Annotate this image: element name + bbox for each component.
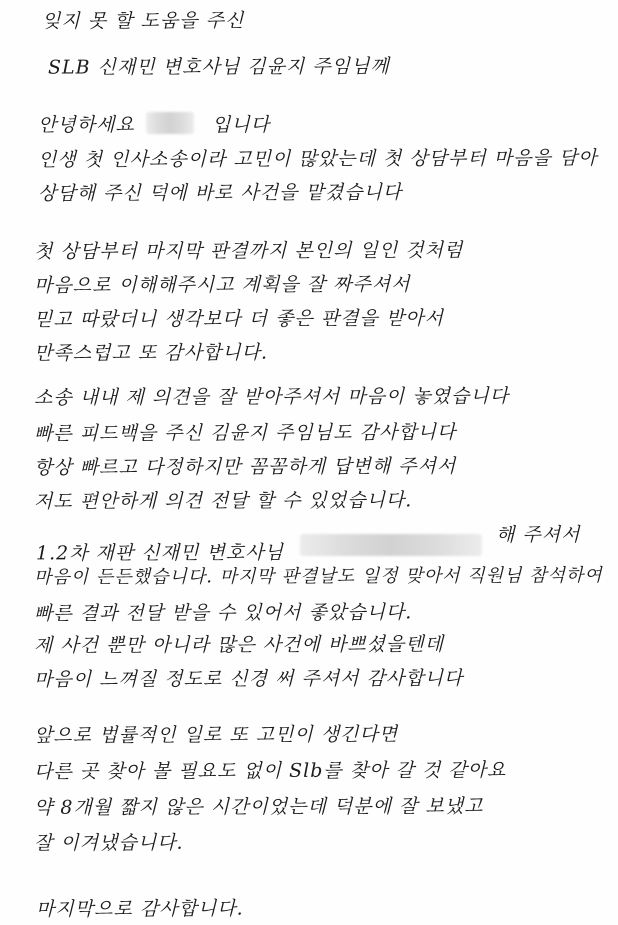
paragraph-line: 첫 상담부터 마지막 판결까지 본인의 일인 것처럼 — [33, 239, 464, 263]
letter-closing: 마지막으로 감사합니다. — [35, 897, 244, 921]
paragraph-line-start: 1.2차 재판 신재민 변호사님 — [35, 541, 284, 565]
paragraph-line-end: 해 주셔서 — [495, 523, 581, 547]
paragraph-line: 인생 첫 인사소송이라 고민이 많았는데 첫 상담부터 마음을 담아 — [37, 147, 598, 171]
paragraph-line: 항상 빠르고 다정하지만 꼼꼼하게 답변해 주셔서 — [33, 455, 457, 479]
paragraph-line: 마음으로 이해해주시고 계획을 잘 짜주셔서 — [33, 273, 411, 297]
paragraph-line: 소송 내내 제 의견을 잘 받아주셔서 마음이 놓였습니다 — [33, 385, 510, 409]
paragraph-line: 약 8개월 짧지 않은 시간이었는데 덕분에 잘 보냈고 — [33, 795, 484, 819]
paragraph-line: 상담해 주신 덕에 바로 사건을 맡겼습니다 — [37, 181, 403, 205]
redacted-text — [300, 534, 482, 556]
letter-title: 잊지 못 할 도움을 주신 — [41, 9, 245, 33]
paragraph-line: 마음이 든든했습니다. 마지막 판결날도 일정 맞아서 직원님 참석하여 — [33, 565, 603, 588]
greeting-end: 입니다 — [211, 113, 271, 137]
paragraph-line: 만족스럽고 또 감사합니다. — [33, 341, 269, 365]
paragraph-line: 제 사건 뿐만 아니라 많은 사건에 바쁘셨을텐데 — [33, 633, 445, 657]
paragraph-line: 앞으로 법률적인 일로 또 고민이 생긴다면 — [33, 723, 399, 747]
redacted-name — [146, 112, 194, 134]
paragraph-line: 빠른 결과 전달 받을 수 있어서 좋았습니다. — [33, 601, 413, 625]
paragraph-line: 빠른 피드백을 주신 김윤지 주임님도 감사합니다 — [33, 421, 457, 445]
paragraph-line: 믿고 따랐더니 생각보다 더 좋은 판결을 받아서 — [33, 307, 445, 331]
paragraph-line: 다른 곳 찾아 볼 필요도 없이 Slb를 찾아 갈 것 같아요 — [33, 759, 507, 783]
letter-addressee: SLB 신재민 변호사님 김윤지 주임님께 — [47, 55, 390, 79]
greeting-start: 안녕하세요 — [37, 113, 135, 137]
paragraph-line: 마음이 느껴질 정도로 신경 써 주셔서 감사합니다 — [33, 667, 464, 691]
paragraph-line: 잘 이겨냈습니다. — [33, 831, 184, 855]
paragraph-line: 저도 편안하게 의견 전달 할 수 있었습니다. — [33, 489, 413, 513]
